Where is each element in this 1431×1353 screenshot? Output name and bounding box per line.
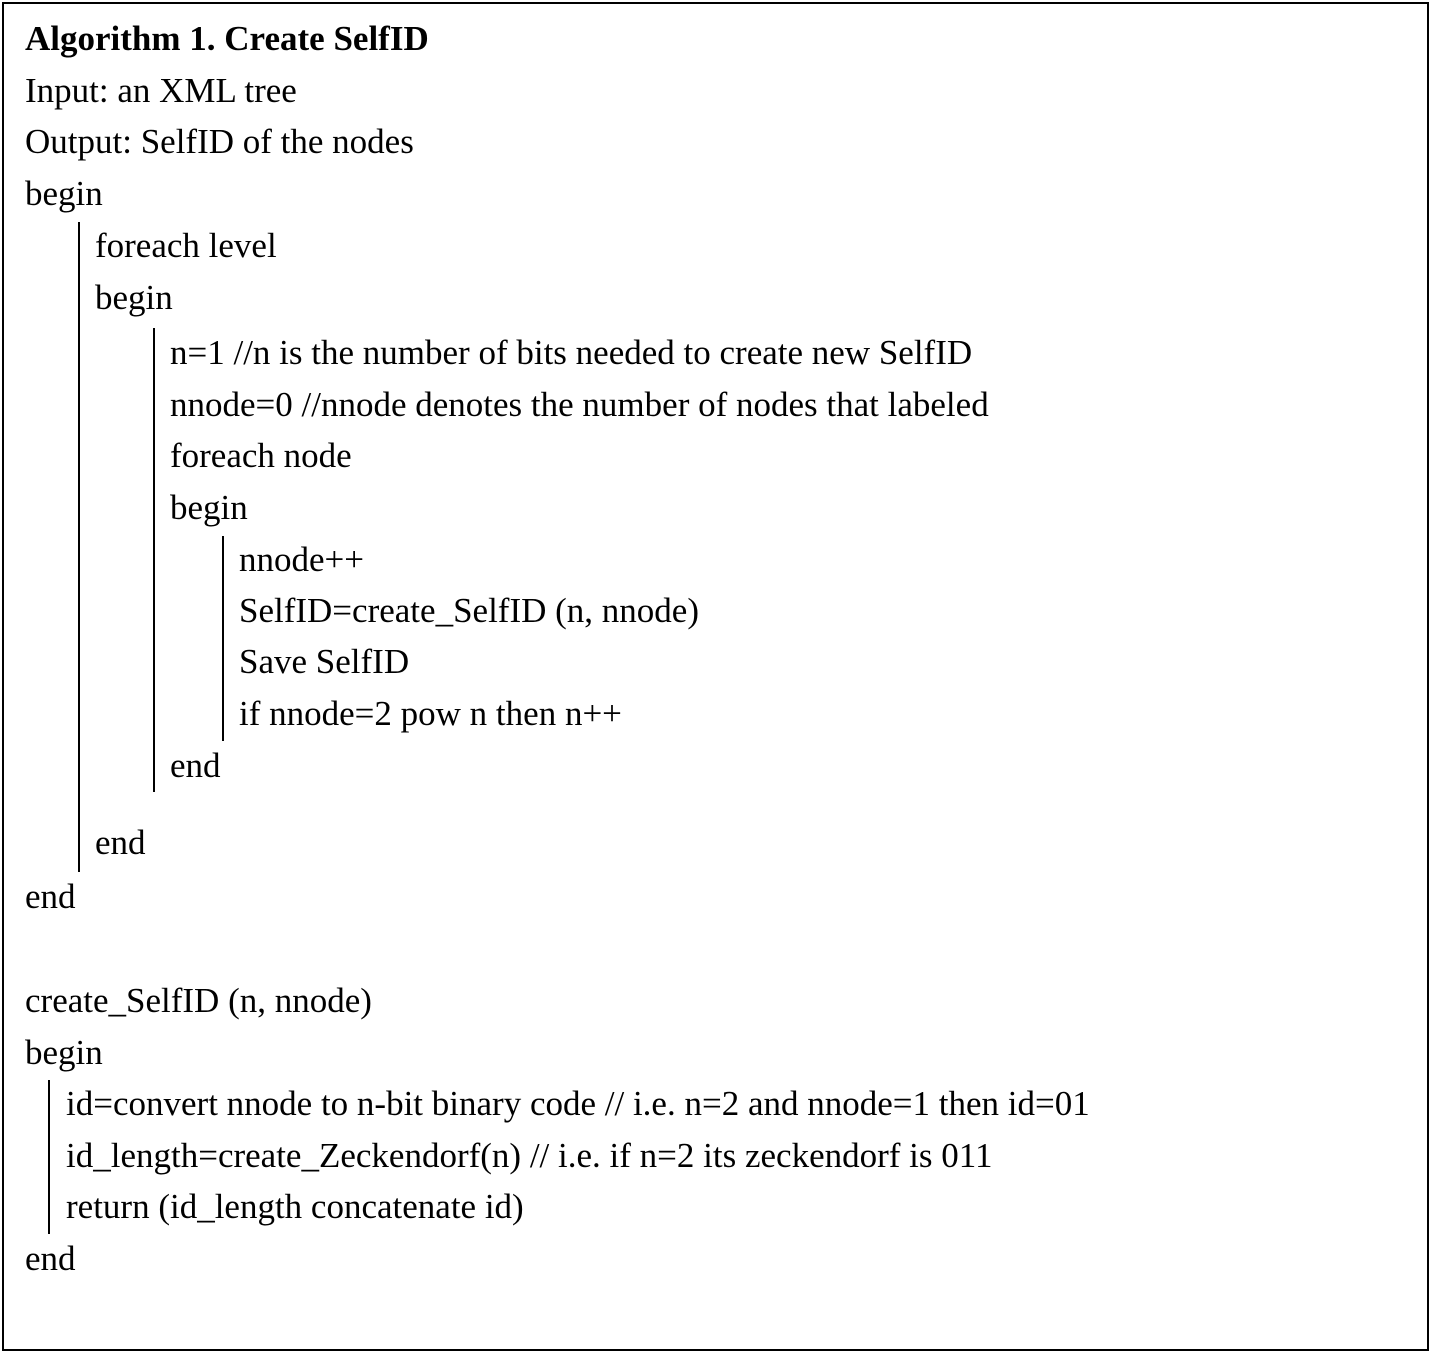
nesting-bar-node-loop [153, 328, 155, 792]
nesting-bar-function [48, 1080, 50, 1234]
n-init-statement: n=1 //n is the number of bits needed to create new SelfID [170, 333, 973, 372]
algorithm-title: Algorithm 1. Create SelfID [25, 19, 429, 58]
level-begin: begin [95, 278, 173, 317]
outer-end: end [25, 877, 76, 916]
if-pow-statement: if nnode=2 pow n then n++ [239, 694, 622, 733]
id-convert-statement: id=convert nnode to n-bit binary code // i.e. n=2 and nnode=1 then id=01 [66, 1084, 1090, 1123]
selfid-call: SelfID=create_SelfID (n, nnode) [239, 591, 699, 630]
level-end: end [95, 823, 146, 862]
node-end: end [170, 746, 221, 785]
nnode-init-statement: nnode=0 //nnode denotes the number of nodes that labeled [170, 385, 989, 424]
outer-begin: begin [25, 174, 103, 213]
function-begin: begin [25, 1033, 103, 1072]
nesting-bar-node-body [222, 536, 224, 741]
id-length-statement: id_length=create_Zeckendorf(n) // i.e. if n=2 its zeckendorf is 011 [66, 1136, 993, 1175]
nnode-increment: nnode++ [239, 540, 365, 579]
function-signature: create_SelfID (n, nnode) [25, 981, 372, 1020]
foreach-node: foreach node [170, 436, 352, 475]
function-end: end [25, 1239, 76, 1278]
algorithm-input: Input: an XML tree [25, 71, 297, 110]
node-begin: begin [170, 488, 248, 527]
algorithm-output: Output: SelfID of the nodes [25, 122, 414, 161]
return-statement: return (id_length concatenate id) [66, 1187, 524, 1226]
foreach-level: foreach level [95, 226, 277, 265]
save-selfid: Save SelfID [239, 642, 410, 681]
nesting-bar-level [78, 222, 80, 872]
algorithm-box [2, 2, 1429, 1351]
